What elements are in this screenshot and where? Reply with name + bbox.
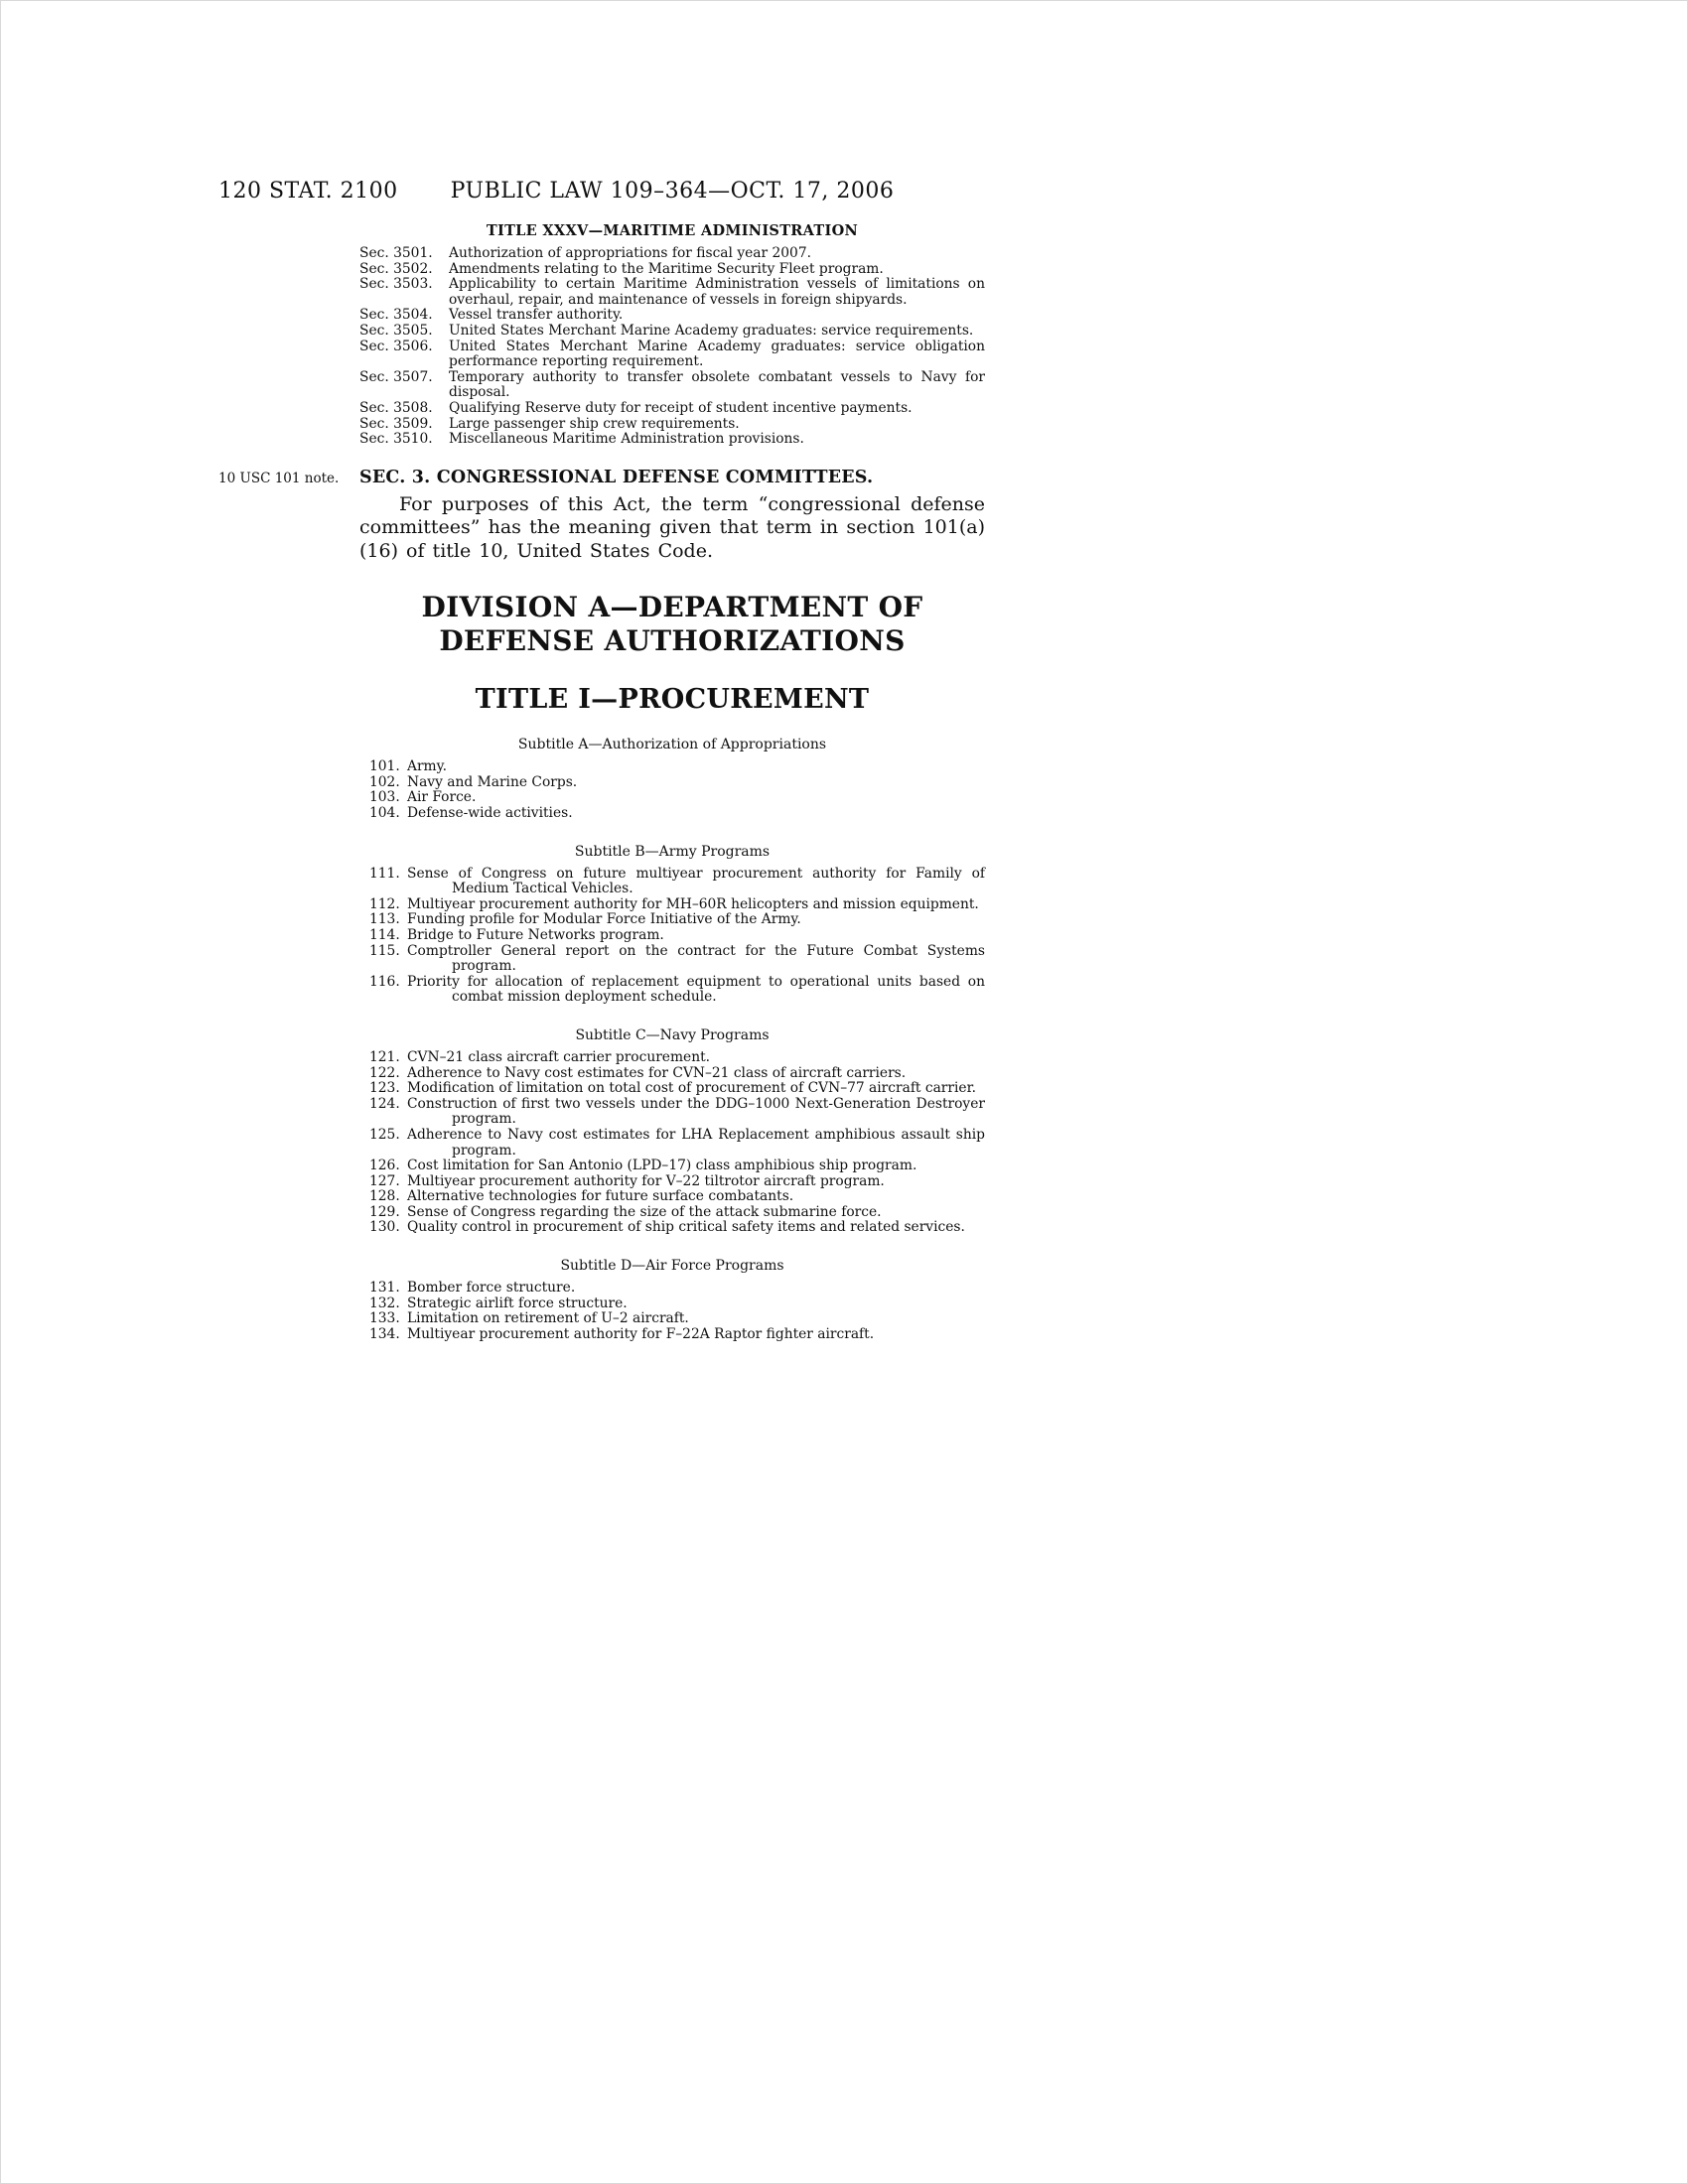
toc-item-number: Sec. 3509. <box>359 415 433 432</box>
public-law-running-head: PUBLIC LAW 109–364—OCT. 17, 2006 <box>450 179 895 204</box>
toc-item <box>359 1174 985 1190</box>
toc-item-number: 129. <box>369 1203 400 1220</box>
toc-item <box>359 912 985 928</box>
toc-item-number: Sec. 3508. <box>359 399 433 416</box>
toc-item <box>359 1189 985 1205</box>
toc-item-number: 125. <box>369 1126 400 1143</box>
toc-item <box>359 417 985 433</box>
toc-item-number: Sec. 3504. <box>359 307 433 324</box>
toc-item-text: Priority for allocation of replacement equipment to operational units based on combat mission deployment schedule. <box>407 973 985 1006</box>
toc-item-text: Army. <box>407 758 447 775</box>
toc-item-text: Strategic airlift force structure. <box>407 1295 628 1311</box>
toc-item <box>359 262 985 278</box>
toc-item-number: 128. <box>369 1188 400 1205</box>
toc-item-text: Applicability to certain Maritime Administration vessels of limitations on overhaul, repair, and maintenance of vessels in foreign shipyards. <box>449 276 985 308</box>
toc-item-number: 131. <box>369 1280 400 1297</box>
toc-item-text: Temporary authority to transfer obsolete combatant vessels to Navy for disposal. <box>449 368 985 401</box>
subtitle-a-heading: Subtitle A—Authorization of Appropriations <box>517 737 827 753</box>
maritime-toc-list <box>359 246 985 448</box>
toc-item-text: Qualifying Reserve duty for receipt of student incentive payments. <box>449 399 913 416</box>
toc-item <box>359 790 985 806</box>
subtitle-d-list <box>359 1281 985 1342</box>
toc-item-number: 122. <box>369 1064 400 1081</box>
toc-item-text: Adherence to Navy cost estimates for CVN–21 class of aircraft carriers. <box>407 1064 907 1081</box>
toc-item-number: Sec. 3506. <box>359 338 433 354</box>
toc-item-text: Construction of first two vessels under the DDG–1000 Next-Generation Destroyer program. <box>407 1095 985 1128</box>
toc-item-number: 121. <box>369 1048 400 1065</box>
toc-item <box>359 867 985 897</box>
toc-item-text: Sense of Congress on future multiyear procurement authority for Family of Medium Tactical Vehicles. <box>407 865 985 897</box>
toc-item <box>359 759 985 775</box>
toc-item <box>359 1097 985 1128</box>
toc-item <box>359 1128 985 1159</box>
title-xxxv-heading: TITLE XXXV—MARITIME ADMINISTRATION <box>486 222 859 239</box>
division-a-heading <box>359 591 985 658</box>
toc-item-text: Quality control in procurement of ship critical safety items and related services. <box>407 1219 965 1236</box>
toc-item-number: 115. <box>369 942 400 959</box>
toc-item-text: Multiyear procurement authority for MH–60R helicopters and mission equipment. <box>407 895 979 912</box>
subtitle-c-heading: Subtitle C—Navy Programs <box>575 1026 770 1043</box>
subtitle-b-heading: Subtitle B—Army Programs <box>574 843 771 860</box>
toc-item-number: Sec. 3505. <box>359 322 433 339</box>
toc-item <box>359 1081 985 1097</box>
toc-item-text: Defense-wide activities. <box>407 805 573 821</box>
toc-item-text: Funding profile for Modular Force Initiative of the Army. <box>407 911 801 928</box>
stat-page-number: 120 STAT. 2100 <box>218 179 398 204</box>
toc-item <box>359 246 985 262</box>
toc-item-text: Bomber force structure. <box>407 1280 576 1297</box>
margin-note-usc: 10 USC 101 note. <box>218 470 340 486</box>
toc-item-number: 124. <box>369 1095 400 1112</box>
toc-item <box>359 1050 985 1066</box>
toc-item <box>359 1220 985 1236</box>
toc-item-text: Adherence to Navy cost estimates for LHA Replacement amphibious assault ship program. <box>407 1126 985 1159</box>
toc-item <box>359 1297 985 1312</box>
toc-item <box>359 432 985 448</box>
subtitle-b-list <box>359 867 985 1006</box>
toc-item <box>359 806 985 822</box>
toc-item <box>359 1327 985 1343</box>
subtitle-d-heading: Subtitle D—Air Force Programs <box>560 1258 784 1275</box>
toc-item-text: Limitation on retirement of U–2 aircraft. <box>407 1310 689 1327</box>
toc-item-number: 114. <box>369 926 400 943</box>
toc-item-number: 126. <box>369 1158 400 1174</box>
toc-item <box>359 324 985 340</box>
section-3-heading: SEC. 3. CONGRESSIONAL DEFENSE COMMITTEES. <box>359 467 874 487</box>
toc-item-number: Sec. 3502. <box>359 260 433 277</box>
toc-item-number: 133. <box>369 1310 400 1327</box>
toc-item <box>359 1205 985 1221</box>
toc-item <box>359 401 985 417</box>
toc-item-number: 123. <box>369 1080 400 1097</box>
toc-item-number: 113. <box>369 911 400 928</box>
toc-item <box>359 975 985 1006</box>
toc-item-text: Bridge to Future Networks program. <box>407 926 664 943</box>
toc-item-text: Vessel transfer authority. <box>449 307 624 324</box>
toc-item-number: Sec. 3501. <box>359 245 433 261</box>
toc-item-text: Modification of limitation on total cost of procurement of CVN–77 aircraft carrier. <box>407 1080 977 1097</box>
toc-item-text: CVN–21 class aircraft carrier procurement. <box>407 1048 711 1065</box>
toc-item <box>359 370 985 401</box>
toc-item <box>359 1311 985 1327</box>
toc-item <box>359 775 985 791</box>
division-a-heading-line2: DEFENSE AUTHORIZATIONS <box>439 624 906 658</box>
toc-item-text: Alternative technologies for future surface combatants. <box>407 1188 794 1205</box>
toc-item <box>359 308 985 324</box>
toc-item-number: 116. <box>369 973 400 990</box>
toc-item-text: Navy and Marine Corps. <box>407 773 578 790</box>
toc-item-text: Cost limitation for San Antonio (LPD–17) class amphibious ship program. <box>407 1158 917 1174</box>
section-3-block <box>218 467 985 564</box>
title-i-heading: TITLE I—PROCUREMENT <box>475 684 870 716</box>
toc-item-number: Sec. 3507. <box>359 368 433 385</box>
subtitle-c-list <box>359 1050 985 1236</box>
toc-item <box>359 1281 985 1297</box>
toc-item-number: 104. <box>369 805 400 821</box>
toc-item-number: Sec. 3510. <box>359 431 433 448</box>
page-content <box>218 222 985 1342</box>
toc-item-number: 132. <box>369 1295 400 1311</box>
toc-item-text: Multiyear procurement authority for F–22A Raptor fighter aircraft. <box>407 1325 875 1342</box>
toc-item <box>359 928 985 944</box>
toc-item-number: 103. <box>369 789 400 806</box>
toc-item-text: Air Force. <box>407 789 477 806</box>
toc-item-number: 127. <box>369 1172 400 1189</box>
division-a-heading-line1: DIVISION A—DEPARTMENT OF <box>421 591 923 624</box>
subtitle-a-list <box>359 759 985 821</box>
toc-item-number: 102. <box>369 773 400 790</box>
toc-item-text: Comptroller General report on the contract for the Future Combat Systems program. <box>407 942 985 975</box>
toc-item <box>359 277 985 308</box>
toc-item-number: Sec. 3503. <box>359 276 433 293</box>
toc-item-number: 134. <box>369 1325 400 1342</box>
toc-item-text: Amendments relating to the Maritime Security Fleet program. <box>449 260 884 277</box>
toc-item-number: 112. <box>369 895 400 912</box>
toc-item-number: 111. <box>369 865 400 882</box>
toc-item <box>359 1159 985 1174</box>
section-3-body: For purposes of this Act, the term “congressional defense committees” has the meaning given that term in section 101(a)(16) of title 10, United States Code. <box>359 492 985 562</box>
toc-item-number: 101. <box>369 758 400 775</box>
toc-item-text: Large passenger ship crew requirements. <box>449 415 740 432</box>
toc-item <box>359 944 985 975</box>
toc-item-text: Authorization of appropriations for fiscal year 2007. <box>449 245 811 261</box>
toc-item-text: Miscellaneous Maritime Administration provisions. <box>449 431 804 448</box>
toc-item-text: United States Merchant Marine Academy graduates: service requirements. <box>449 322 974 339</box>
toc-item-text: United States Merchant Marine Academy graduates: service obligation performance reporting requirement. <box>449 338 985 370</box>
toc-item-number: 130. <box>369 1219 400 1236</box>
toc-item <box>359 1066 985 1082</box>
toc-item-text: Multiyear procurement authority for V–22 tiltrotor aircraft program. <box>407 1172 885 1189</box>
toc-item <box>359 340 985 370</box>
toc-item-text: Sense of Congress regarding the size of the attack submarine force. <box>407 1203 882 1220</box>
toc-item <box>359 897 985 913</box>
